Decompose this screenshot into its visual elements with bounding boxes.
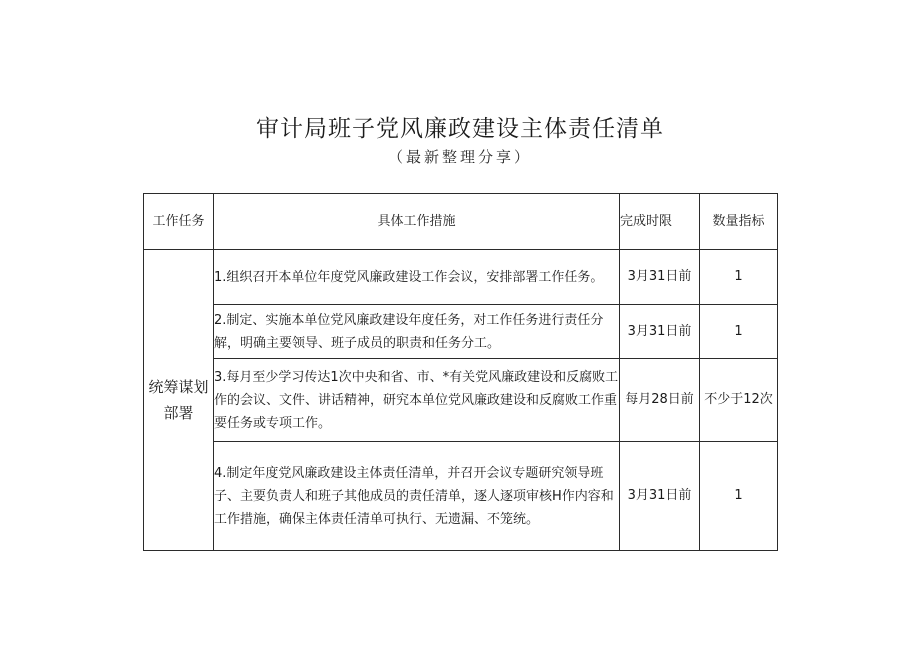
deadline-cell: 3月31日前 bbox=[620, 442, 700, 551]
header-target: 数量指标 bbox=[700, 194, 778, 250]
header-task: 工作任务 bbox=[144, 194, 214, 250]
department-cell: 统筹谋划部署 bbox=[144, 250, 214, 551]
deadline-cell: 每月28日前 bbox=[620, 359, 700, 442]
deadline-cell: 3月31日前 bbox=[620, 250, 700, 305]
table-row bbox=[144, 359, 778, 442]
deadline-cell: 3月31日前 bbox=[620, 305, 700, 359]
document-title: 审计局班子党风廉政建设主体责任清单 bbox=[256, 116, 664, 142]
target-cell: 1 bbox=[700, 305, 778, 359]
table-row bbox=[144, 250, 778, 305]
target-cell: 1 bbox=[700, 442, 778, 551]
measure-cell: 4.制定年度党风廉政建设主体责任清单，并召开会议专题研究领导班子、主要负责人和班子其他成员的责任清单，逐人逐项审核H作内容和工作措施，确保主体责任清单可执行、无遗漏、不笼统。 bbox=[214, 442, 620, 551]
header-measures: 具体工作措施 bbox=[214, 194, 620, 250]
table-row bbox=[144, 305, 778, 359]
target-cell: 不少于12次 bbox=[700, 359, 778, 442]
header-deadline: 完成时限 bbox=[620, 194, 700, 250]
document-subtitle: （最新整理分享） bbox=[387, 148, 532, 166]
target-cell: 1 bbox=[700, 250, 778, 305]
measure-cell: 2.制定、实施本单位党风廉政建设年度任务，对工作任务进行责任分解，明确主要领导、班子成员的职责和任务分工。 bbox=[214, 305, 620, 359]
measure-cell: 3.每月至少学习传达1次中央和省、市、*有关党风廉政建设和反腐败工作的会议、文件、讲话精神，研究本单位党风廉政建设和反腐败工作重要任务或专项工作。 bbox=[214, 359, 620, 442]
table-row bbox=[144, 442, 778, 551]
responsibility-table bbox=[143, 193, 778, 551]
measure-cell: 1.组织召开本单位年度党风廉政建设工作会议，安排部署工作任务。 bbox=[214, 250, 620, 305]
table-header-row bbox=[144, 194, 778, 250]
